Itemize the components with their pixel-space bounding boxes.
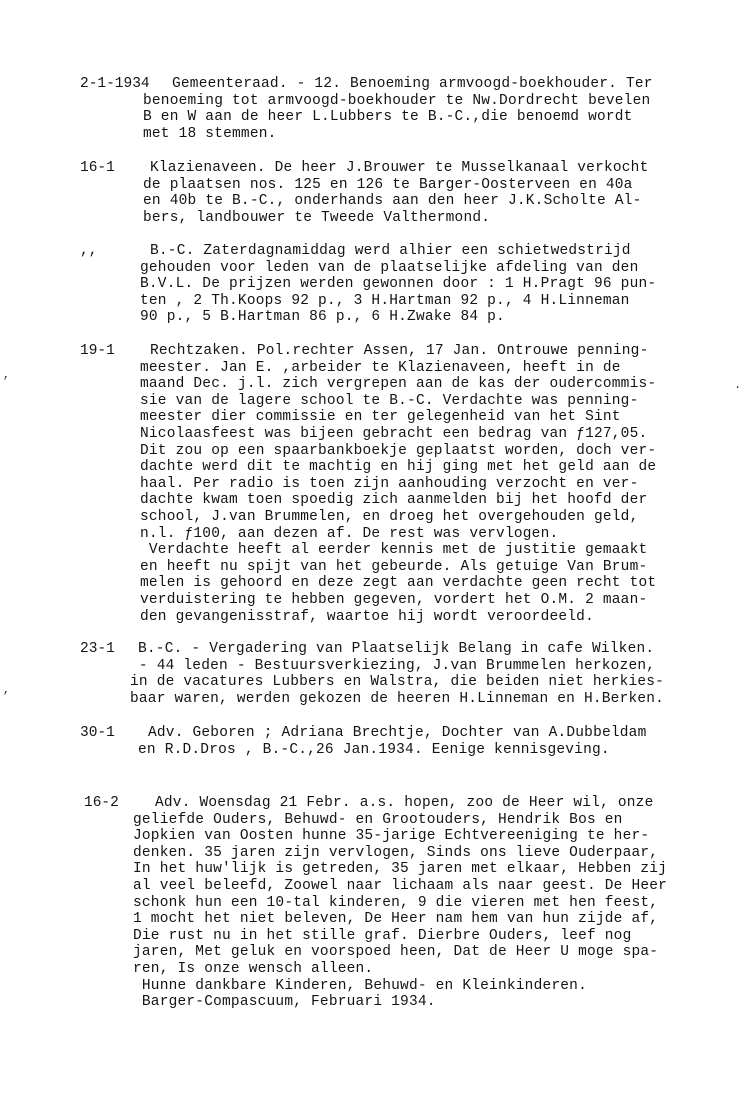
entry-date: 19-1 <box>80 343 115 359</box>
entry-line: ten , 2 Th.Koops 92 p., 3 H.Hartman 92 p., 4 H.Linneman <box>140 292 630 309</box>
entry-line: dachte kwam toen spoedig zich aanmelden bij het hoofd der <box>140 492 648 509</box>
entry-line: haal. Per radio is toen zijn aanhouding verzocht en ver- <box>140 475 639 492</box>
entry-line: Gemeenteraad. - 12. Benoeming armvoogd-boekhouder. Ter <box>172 76 653 92</box>
margin-tick-mark: . <box>734 378 742 392</box>
entry-line: Hunne dankbare Kinderen, Behuwd- en Kleinkinderen. <box>133 977 587 994</box>
entry-line: benoeming tot armvoogd-boekhouder te Nw.Dordrecht bevelen <box>143 92 651 109</box>
entry-line: verduistering te hebben gegeven, vordert het O.M. 2 maan- <box>140 592 648 608</box>
entry-line: met 18 stemmen. <box>143 125 277 142</box>
entry-line: denken. 35 jaren zijn vervlogen, Sinds ons lieve Ouderpaar, <box>133 844 659 861</box>
margin-tick-mark: ’ <box>2 375 10 389</box>
entry-line: den gevangenisstraf, waartoe hij wordt veroordeeld. <box>140 608 594 625</box>
entry-date: 16-2 <box>84 795 119 811</box>
entry-line: Verdachte heeft al eerder kennis met de justitie gemaakt <box>140 542 648 559</box>
entry-line: B.V.L. De prijzen werden gewonnen door : 1 H.Pragt 96 pun- <box>140 276 657 293</box>
entry-line: de plaatsen nos. 125 en 126 te Barger-Oosterveen en 40a <box>143 176 633 193</box>
entry-line: maand Dec. j.l. zich vergrepen aan de kas der oudercommis- <box>140 376 657 393</box>
entry-line: sie van de lagere school te B.-C. Verdachte was penning- <box>140 392 639 409</box>
entry-line: Klazienaveen. De heer J.Brouwer te Musselkanaal verkocht <box>150 160 649 176</box>
entry-line: B en W aan de heer L.Lubbers te B.-C.,die benoemd wordt <box>143 109 633 126</box>
entry-date: 16-1 <box>80 160 115 176</box>
entry-line: 90 p., 5 B.Hartman 86 p., 6 H.Zwake 84 p. <box>140 309 505 326</box>
entry-line: al veel beleefd, Zoowel naar lichaam als naar geest. De Heer <box>133 878 668 894</box>
entry-line: en R.D.Dros , B.-C.,26 Jan.1934. Eenige kennisgeving. <box>138 741 610 758</box>
entry-line: Rechtzaken. Pol.rechter Assen, 17 Jan. Ontrouwe penning- <box>150 343 649 359</box>
entry-line: In het huw'lijk is getreden, 35 jaren met elkaar, Hebben zij <box>133 861 668 878</box>
entry-date: ,, <box>80 243 98 259</box>
entry-line: schonk hun een 10-tal kinderen, 9 die vieren met hen feest, <box>133 894 659 911</box>
entry-date: 23-1 <box>80 641 115 657</box>
entry-line: meester dier commissie en ter gelegenheid van het Sint <box>140 409 621 426</box>
entry-line: Barger-Compascuum, Februari 1934. <box>133 994 436 1011</box>
entry-line: en heeft nu spijt van het gebeurde. Als getuige Van Brum- <box>140 558 648 575</box>
entry-line: Nicolaasfeest was bijeen gebracht een bedrag van ƒ127,05. <box>140 426 648 442</box>
entry-line: in de vacatures Lubbers en Walstra, die beiden niet herkies- <box>130 674 665 691</box>
entry-line: melen is gehoord en deze zegt aan verdachte geen recht tot <box>140 575 657 592</box>
entry-line: - 44 leden - Bestuursverkiezing, J.van Brummelen herkozen, <box>130 657 656 674</box>
entry-line: n.l. ƒ100, aan dezen af. De rest was vervlogen. <box>140 525 559 542</box>
entry-line: bers, landbouwer te Tweede Valthermond. <box>143 209 491 226</box>
entry-line: Die rust nu in het stille graf. Dierbre Ouders, leef nog <box>133 927 632 944</box>
entry-date: 30-1 <box>80 725 115 741</box>
entry-line: Dit zou op een spaarbankboekje geplaatst worden, doch ver- <box>140 442 657 459</box>
entry-line: school, J.van Brummelen, en droeg het overgehouden geld, <box>140 509 639 525</box>
entry-line: Jopkien van Oosten hunne 35-jarige Echtvereeniging te her- <box>133 828 650 845</box>
entry-date: 2-1-1934 <box>80 76 150 92</box>
entry-line: B.-C. Zaterdagnamiddag werd alhier een schietwedstrijd <box>150 243 631 259</box>
entry-line: gehouden voor leden van de plaatselijke afdeling van den <box>140 259 639 276</box>
entry-line: ren, Is onze wensch alleen. <box>133 961 374 977</box>
entry-line: en 40b te B.-C., onderhands aan den heer J.K.Scholte Al- <box>143 193 642 210</box>
entry-line: geliefde Ouders, Behuwd- en Grootouders, Hendrik Bos en <box>133 811 623 828</box>
entry-line: Adv. Woensdag 21 Febr. a.s. hopen, zoo de Heer wil, onze <box>155 795 654 811</box>
entry-line: meester. Jan E. ,arbeider te Klazienaveen, heeft in de <box>140 359 621 376</box>
entry-line: jaren, Met geluk en voorspoed heen, Dat de Heer U moge spa- <box>133 944 659 961</box>
entry-line: 1 mocht het niet beleven, De Heer nam hem van hun zijde af, <box>133 911 659 928</box>
entry-line: Adv. Geboren ; Adriana Brechtje, Dochter van A.Dubbeldam <box>148 725 647 741</box>
margin-tick-mark: ’ <box>2 690 10 704</box>
entry-line: baar waren, werden gekozen de heeren H.Linneman en H.Berken. <box>130 690 665 707</box>
entry-line: dachte werd dit te machtig en hij ging met het geld aan de <box>140 459 657 476</box>
entry-line: B.-C. - Vergadering van Plaatselijk Belang in cafe Wilken. <box>138 641 655 657</box>
